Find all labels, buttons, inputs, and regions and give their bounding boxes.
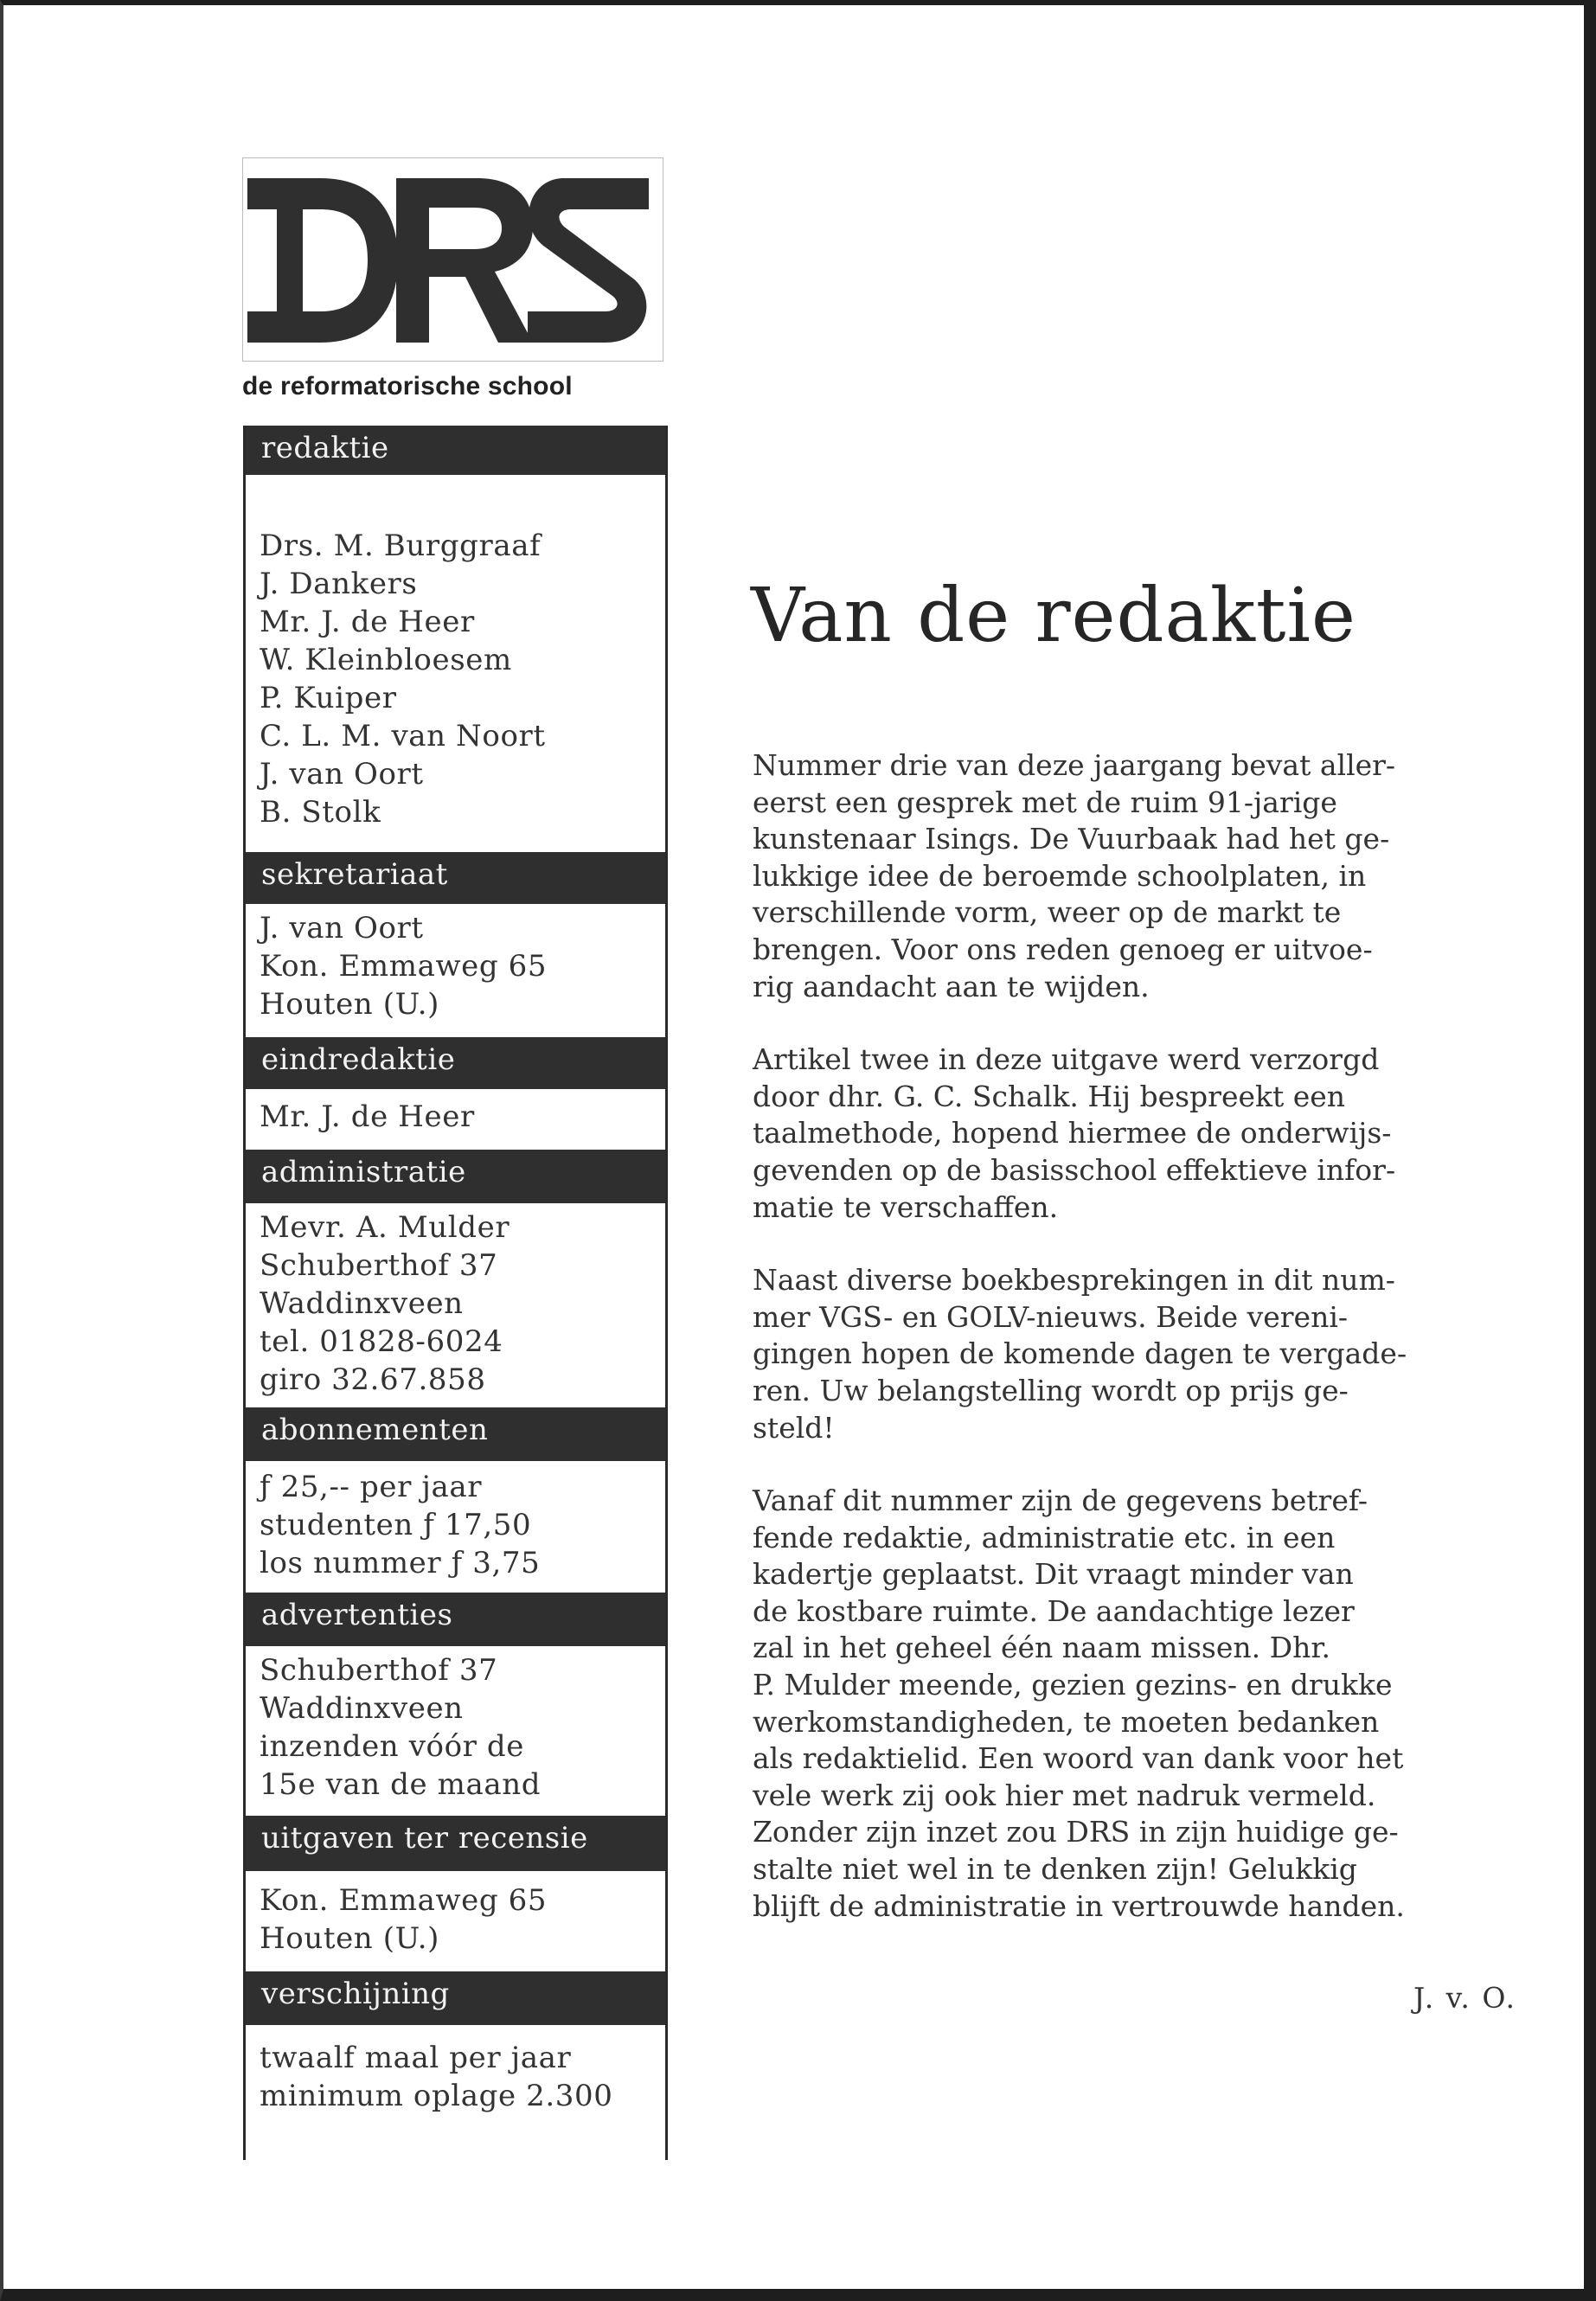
article-body bbox=[753, 711, 1531, 1961]
colophon-section-body-uitgaven-ter-recensie bbox=[246, 1871, 665, 1971]
colophon-line: tel. 01828-6024 bbox=[260, 1324, 503, 1359]
colophon-line: Schuberthof 37 bbox=[260, 1653, 498, 1688]
article-line: zal in het geheel één naam missen. Dhr. bbox=[753, 1631, 1330, 1665]
colophon-line: C. L. M. van Noort bbox=[260, 719, 546, 753]
colophon-line: minimum oplage 2.300 bbox=[260, 2079, 613, 2113]
colophon-section-body-verschijning bbox=[246, 2025, 665, 2138]
colophon-section-body-sekretariaat bbox=[246, 904, 665, 1037]
colophon-section-title-abonnementen: abonnementen bbox=[246, 1407, 665, 1461]
colophon-line: J. van Oort bbox=[260, 911, 424, 945]
article-line: stalte niet wel in te denken zijn! Gelukkig bbox=[753, 1852, 1357, 1887]
article-line: steld! bbox=[753, 1410, 835, 1445]
colophon-line: B. Stolk bbox=[260, 795, 381, 830]
colophon-line: inzenden vóór de bbox=[260, 1729, 524, 1764]
colophon-line: Mr. J. de Heer bbox=[260, 1099, 475, 1134]
article-line: taalmethode, hopend hiermee de onderwijs- bbox=[753, 1116, 1392, 1150]
drs-logo bbox=[242, 157, 663, 362]
colophon-section-title-advertenties: advertenties bbox=[246, 1593, 665, 1646]
colophon-line: Waddinxveen bbox=[260, 1691, 464, 1726]
colophon-line: ƒ 25,-- per jaar bbox=[260, 1470, 483, 1504]
article-line: als redaktielid. Een woord van dank voor het bbox=[753, 1741, 1404, 1776]
article-line: lukkige idee de beroemde schoolplaten, in bbox=[753, 858, 1367, 893]
article-line: Artikel twee in deze uitgave werd verzorgd bbox=[753, 1042, 1380, 1077]
colophon-line: studenten ƒ 17,50 bbox=[260, 1508, 532, 1542]
colophon-line: giro 32.67.858 bbox=[260, 1362, 486, 1397]
article-signature: J. v. O. bbox=[1413, 1981, 1516, 2015]
article-line: Vanaf dit nummer zijn de gegevens betref- bbox=[753, 1484, 1368, 1518]
colophon-line: Drs. M. Burggraaf bbox=[260, 529, 542, 563]
article-line: eerst een gesprek met de ruim 91-jarige bbox=[753, 785, 1337, 819]
colophon-line: W. Kleinbloesem bbox=[260, 643, 512, 677]
colophon-line: twaalf maal per jaar bbox=[260, 2041, 572, 2075]
drs-logo-graphic bbox=[242, 157, 663, 362]
colophon-line: Mr. J. de Heer bbox=[260, 605, 475, 639]
colophon-section-body-administratie bbox=[246, 1203, 665, 1407]
colophon-section-body-eindredaktie bbox=[246, 1089, 665, 1150]
colophon-line: P. Kuiper bbox=[260, 681, 397, 715]
article-line: kunstenaar Isings. De Vuurbaak had het ge- bbox=[753, 822, 1390, 856]
colophon-section-body-redaktie bbox=[246, 475, 665, 852]
colophon-line: Houten (U.) bbox=[260, 987, 439, 1022]
article-line: Naast diverse boekbesprekingen in dit num- bbox=[753, 1263, 1395, 1298]
colophon-line: Schuberthof 37 bbox=[260, 1248, 498, 1283]
article-line: vele werk zij ook hier met nadruk vermeld. bbox=[753, 1778, 1376, 1812]
article-line: rig aandacht aan te wijden. bbox=[753, 969, 1150, 1003]
article-line: P. Mulder meende, gezien gezins- en drukke bbox=[753, 1668, 1393, 1702]
colophon-line: J. van Oort bbox=[260, 757, 424, 792]
colophon-line: los nummer ƒ 3,75 bbox=[260, 1546, 541, 1580]
colophon-line: Kon. Emmaweg 65 bbox=[260, 949, 548, 984]
article-line: ren. Uw belangstelling wordt op prijs ge- bbox=[753, 1373, 1349, 1407]
colophon-section-title-administratie: administratie bbox=[246, 1150, 665, 1203]
article-line: werkomstandigheden, te moeten bedanken bbox=[753, 1704, 1380, 1739]
article-line: fende redaktie, administratie etc. in een bbox=[753, 1520, 1336, 1554]
article-line: brengen. Voor ons reden genoeg er uitvoe- bbox=[753, 932, 1373, 966]
colophon-line: Mevr. A. Mulder bbox=[260, 1210, 510, 1245]
colophon-section-title-sekretariaat: sekretariaat bbox=[246, 852, 665, 904]
article-line: Nummer drie van deze jaargang bevat aller- bbox=[753, 748, 1396, 782]
article-line: Zonder zijn inzet zou DRS in zijn huidige ge- bbox=[753, 1815, 1399, 1849]
colophon-line: J. Dankers bbox=[260, 567, 418, 601]
article-line: matie te verschaffen. bbox=[753, 1189, 1059, 1224]
article-line: kadertje geplaatst. Dit vraagt minder van bbox=[753, 1557, 1354, 1592]
colophon-line: Kon. Emmaweg 65 bbox=[260, 1883, 548, 1918]
article-line: de kostbare ruimte. De aandachtige lezer bbox=[753, 1593, 1355, 1628]
colophon-section-title-eindredaktie: eindredaktie bbox=[246, 1037, 665, 1089]
colophon-line: Waddinxveen bbox=[260, 1286, 464, 1321]
colophon-section-title-redaktie: redaktie bbox=[246, 426, 665, 475]
article-title: Van de redaktie bbox=[751, 573, 1356, 659]
article-line: gevenden op de basisschool effektieve infor- bbox=[753, 1152, 1396, 1187]
article-line: gingen hopen de komende dagen te vergade- bbox=[753, 1336, 1407, 1371]
colophon-line: 15e van de maand bbox=[260, 1767, 542, 1802]
colophon-box bbox=[243, 426, 668, 2160]
masthead-subtitle: de reformatorische school bbox=[242, 372, 573, 401]
colophon-section-body-abonnementen bbox=[246, 1461, 665, 1593]
article-line: verschillende vorm, weer op de markt te bbox=[753, 895, 1342, 930]
colophon-section-title-verschijning: verschijning bbox=[246, 1971, 665, 2025]
colophon-line: Houten (U.) bbox=[260, 1921, 439, 1956]
article-line: door dhr. G. C. Schalk. Hij bespreekt een bbox=[753, 1079, 1346, 1113]
colophon-section-body-advertenties bbox=[246, 1646, 665, 1816]
article-line: blijft de administratie in vertrouwde handen. bbox=[753, 1888, 1405, 1923]
colophon-section-title-uitgaven-ter-recensie: uitgaven ter recensie bbox=[246, 1816, 665, 1871]
article-line: mer VGS- en GOLV-nieuws. Beide vereni- bbox=[753, 1299, 1349, 1334]
